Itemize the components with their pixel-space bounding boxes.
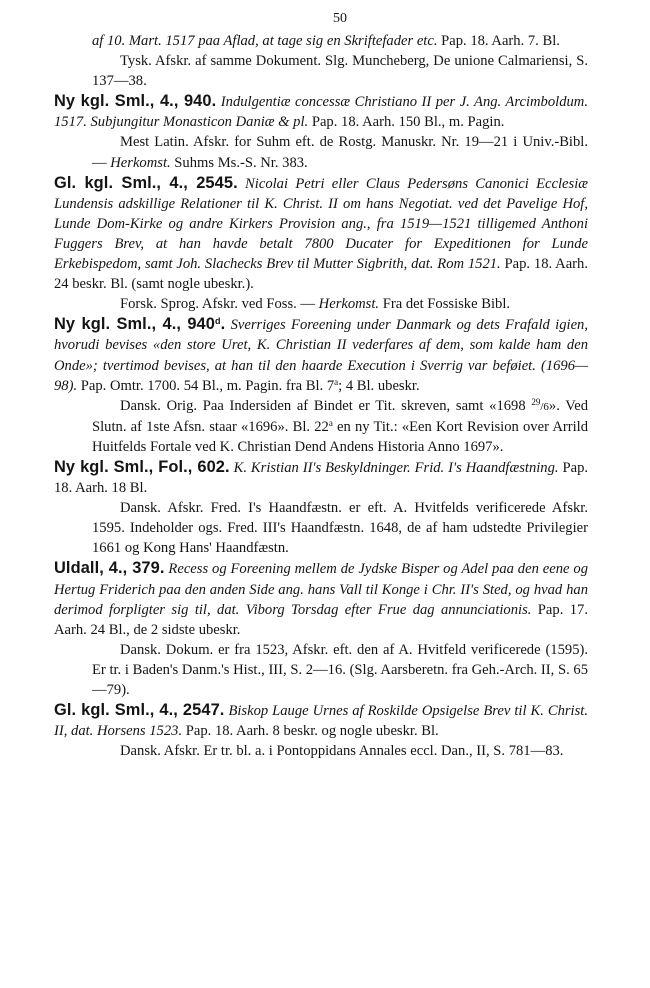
manuscript-details: Pap. Omtr. 1700. 54 Bl., m. Pagin. fra Bl. 7 [77, 377, 335, 394]
entry-description [54, 173, 588, 295]
catalog-entries [54, 31, 589, 761]
entry-description [92, 31, 588, 51]
manuscript-title: Nicolai Petri eller Claus Pedersøns Canonici Ecclesiæ Lundensis adskillige Relationer til K. Christ. II om hans Negotiat. ved det Pavelige Hof, Lunde Dom-Kirke og andre Kirkers Provision ang., fra 1519—1521 tilligemed Anthoni Fuggers Brev, at han havde betalt 7800 Ducater for Expeditionen for Lunde Erkebispedom, samt Joh. Slachecks Brev til Mutter Sigbrith, dat. Rom 1521. [54, 175, 588, 273]
manuscript-details: Mest Latin. Afskr. for Suhm eft. de Rostg. Manuskr. Nr. 19—21 i Univ.-Bibl. — [92, 134, 588, 171]
manuscript-shelfmark: Ny kgl. Sml., Fol., 602. [54, 457, 230, 476]
manuscript-details: Pap. 18. Aarh. 24 beskr. Bl. (samt nogle ubeskr.). [54, 256, 588, 293]
manuscript-title: Indulgentiæ concessæ Christiano II per J. Ang. Arcimboldum. 1517. Subjungitur Monasticon Daniæ & pl. [54, 94, 588, 131]
manuscript-details: Fra det Fossiske Bibl. [379, 296, 511, 313]
manuscript-details: ; 4 Bl. ubeskr. [338, 377, 420, 394]
manuscript-title: Biskop Lauge Urnes af Roskilde Opsigelse Brev til K. Christ. II, dat. Horsens 1523. [54, 703, 588, 740]
entry-description [54, 700, 588, 741]
manuscript-details: ». Ved Slutn. af 1ste Afsn. staar «1696». Bl. 22 [92, 397, 589, 435]
manuscript-title: Herkomst. [110, 154, 171, 171]
superscript: a [334, 376, 339, 387]
entry-description [54, 558, 588, 639]
catalog-entry [54, 314, 589, 457]
catalog-entry [54, 700, 588, 761]
entry-description [54, 91, 588, 132]
catalog-entry [54, 558, 589, 700]
entry-note [92, 132, 588, 172]
superscript: a [328, 417, 333, 428]
manuscript-title: Recess og Foreening mellem de Jydske Bisper og Adel paa den eene og Hertug Friderich paa den anden Side ang. hans Vall til Konge i Chr. II's Sted, og hvad han derimod forpligter sig til, dat. Viborg Torsdag efter Frue dag annunciationis. [54, 561, 589, 618]
manuscript-shelfmark: Ny kgl. Sml., 4., 940. [54, 92, 217, 111]
entry-description [54, 457, 588, 498]
manuscript-details: Pap. 18. Aarh. 8 beskr. og nogle ubeskr. Bl. [182, 723, 439, 740]
manuscript-details: Pap. 18. Aarh. 150 Bl., m. Pagin. [308, 114, 505, 131]
manuscript-details: Dansk. Orig. Paa Indersiden af Bindet er Tit. skreven, samt «1698 [120, 397, 532, 414]
manuscript-title: K. Kristian II's Beskyldninger. Frid. I's Haandfæstning. [233, 459, 559, 476]
manuscript-details: Dansk. Dokum. er fra 1523, Afskr. eft. den af A. Hvitfeld verificerede (1595). Er tr. i Baden's Danm.'s Hist., III, S. 2—16. (Slg. Aarsberetn. fra Geh.-Arch. II, S. 65—79). [92, 641, 588, 698]
catalog-entry [54, 457, 589, 558]
entry-note [92, 741, 588, 761]
manuscript-shelfmark: Ny kgl. Sml., 4., 940$^d$. [54, 315, 226, 334]
catalog-entry [54, 173, 588, 315]
manuscript-title: Sverriges Foreening under Danmark og dets Frafald igien, hvorudi bevises «den store Uret, K. Christian II vederfares af dem, som kalde ham den Onde»; tvertimod bevises, at han til den haarde Execution i Sverrig var beføiet. (1696—98). [54, 317, 588, 394]
manuscript-details: Suhms Ms.-S. Nr. 383. [170, 154, 308, 171]
entry-note [92, 498, 588, 558]
entry-note [92, 640, 588, 700]
page-number: 50 [333, 11, 347, 26]
entry-description [54, 314, 588, 395]
manuscript-title: Herkomst. [318, 296, 380, 313]
manuscript-title: af 10. Mart. 1517 paa Aflad, at tage sig en Skriftefader etc. [92, 33, 438, 49]
superscript: 29 [531, 396, 541, 407]
manuscript-details: en ny Tit.: «Een Kort Revision over Arrild Huitfelds Fortale ved K. Christian Dend Andens Historia Anno 1697». [92, 418, 588, 455]
manuscript-details: Dansk. Afskr. Er tr. bl. a. i Pontoppidans Annales eccl. Dan., II, S. 781—83. [120, 743, 564, 760]
shelfmark-end: . [220, 315, 226, 334]
manuscript-details: Pap. 17. Aarh. 24 Bl., de 2 sidste ubeskr. [54, 601, 588, 638]
manuscript-shelfmark: Uldall, 4., 379. [54, 559, 165, 578]
shelfmark-suffix: d [214, 316, 221, 327]
manuscript-shelfmark: Gl. kgl. Sml., 4., 2545. [54, 173, 238, 192]
manuscript-details: Tysk. Afskr. af samme Dokument. Slg. Muncheberg, De unione Calmariensi, S. 137—38. [92, 53, 588, 90]
manuscript-details: Forsk. Sprog. Afskr. ved Foss. — [120, 296, 319, 313]
manuscript-details: Dansk. Afskr. Fred. I's Haandfæstn. er eft. A. Hvitfelds verificerede Afskr. 1595. Indeholder ogs. Fred. III's Haandfæstn. 1648, de af ham udstedte Privilegier 1661 og Kong Hans' Haandfæstn. [92, 500, 588, 557]
fraction-denominator: /6 [540, 400, 549, 413]
manuscript-shelfmark: Gl. kgl. Sml., 4., 2547. [54, 701, 225, 720]
catalog-entry [54, 91, 588, 172]
entry-note [92, 51, 588, 91]
manuscript-details: Pap. 18. Aarh. 18 Bl. [54, 459, 589, 497]
manuscript-details: Pap. 18. Aarh. 7. Bl. [437, 33, 560, 49]
catalog-entry [92, 31, 588, 91]
entry-note [92, 396, 588, 457]
entry-note [92, 294, 588, 314]
